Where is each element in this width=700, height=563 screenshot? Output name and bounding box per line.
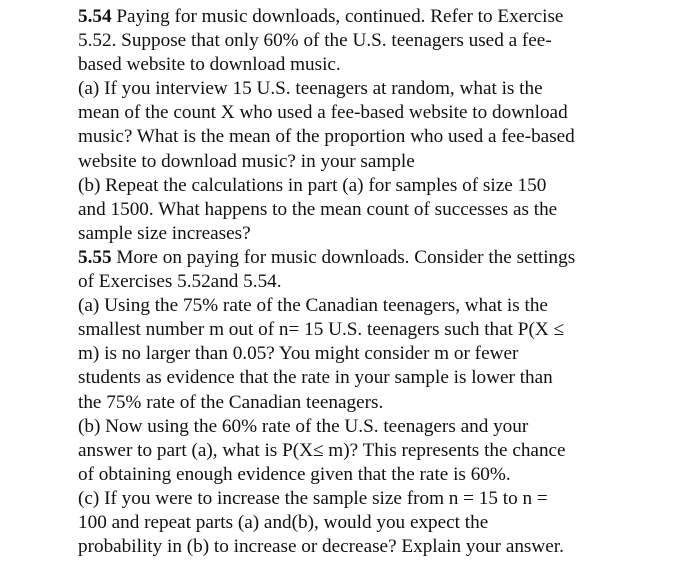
problem-text (78, 5, 678, 559)
text-line: probability in (b) to increase or decrease? Explain your answer. (78, 536, 564, 558)
exercise-5-54-title (78, 5, 678, 29)
exercise-5-55-part-c (78, 487, 678, 559)
text-line: sample size increases? (78, 222, 251, 244)
text-line: of obtaining enough evidence given that the rate is 60%. (78, 463, 511, 485)
text-line: (a) Using the 75% rate of the Canadian teenagers, what is the (78, 295, 548, 317)
exercise-5-55-title (78, 246, 678, 270)
exercise-title: Paying for music downloads, continued. Refer to Exercise (111, 6, 564, 27)
exercise-title: More on paying for music downloads. Consider the settings (111, 246, 576, 268)
text-line: and 1500. What happens to the mean count of successes as the (78, 198, 558, 220)
text-line: students as evidence that the rate in your sample is lower than (78, 367, 553, 389)
exercise-number: 5.54 (78, 6, 112, 27)
text-line: mean of the count X who used a fee-based website to download (78, 102, 568, 124)
text-line: of Exercises 5.52and 5.54. (78, 271, 282, 293)
text-line: m) is no larger than 0.05? You might consider m or fewer (78, 343, 519, 365)
text-line: (b) Repeat the calculations in part (a) for samples of size 150 (78, 174, 547, 196)
exercise-5-54-part-b (78, 174, 678, 246)
text-line: website to download music? in your sample (78, 150, 415, 172)
text-line: smallest number m out of n= 15 U.S. teenagers such that P(X ≤ (78, 319, 565, 341)
text-line: answer to part (a), what is P(X≤ m)? This represents the chance (78, 439, 566, 461)
text-line: based website to download music. (78, 54, 341, 76)
text-line: the 75% rate of the Canadian teenagers. (78, 391, 384, 413)
text-line: 100 and repeat parts (a) and(b), would you expect the (78, 511, 489, 533)
exercise-5-55-part-b (78, 415, 678, 487)
text-line: 5.52. Suppose that only 60% of the U.S. teenagers used a fee- (78, 30, 552, 52)
text-line: music? What is the mean of the proportion who used a fee-based (78, 126, 575, 148)
text-line: (b) Now using the 60% rate of the U.S. teenagers and your (78, 415, 529, 437)
text-line: (c) If you were to increase the sample size from n = 15 to n = (78, 487, 548, 509)
exercise-number: 5.55 (78, 246, 112, 268)
exercise-5-54-part-a (78, 77, 678, 173)
exercise-5-55-part-a (78, 294, 678, 414)
exercise-5-54 (78, 5, 678, 246)
exercise-5-55 (78, 246, 678, 559)
text-line: (a) If you interview 15 U.S. teenagers at random, what is the (78, 78, 543, 100)
